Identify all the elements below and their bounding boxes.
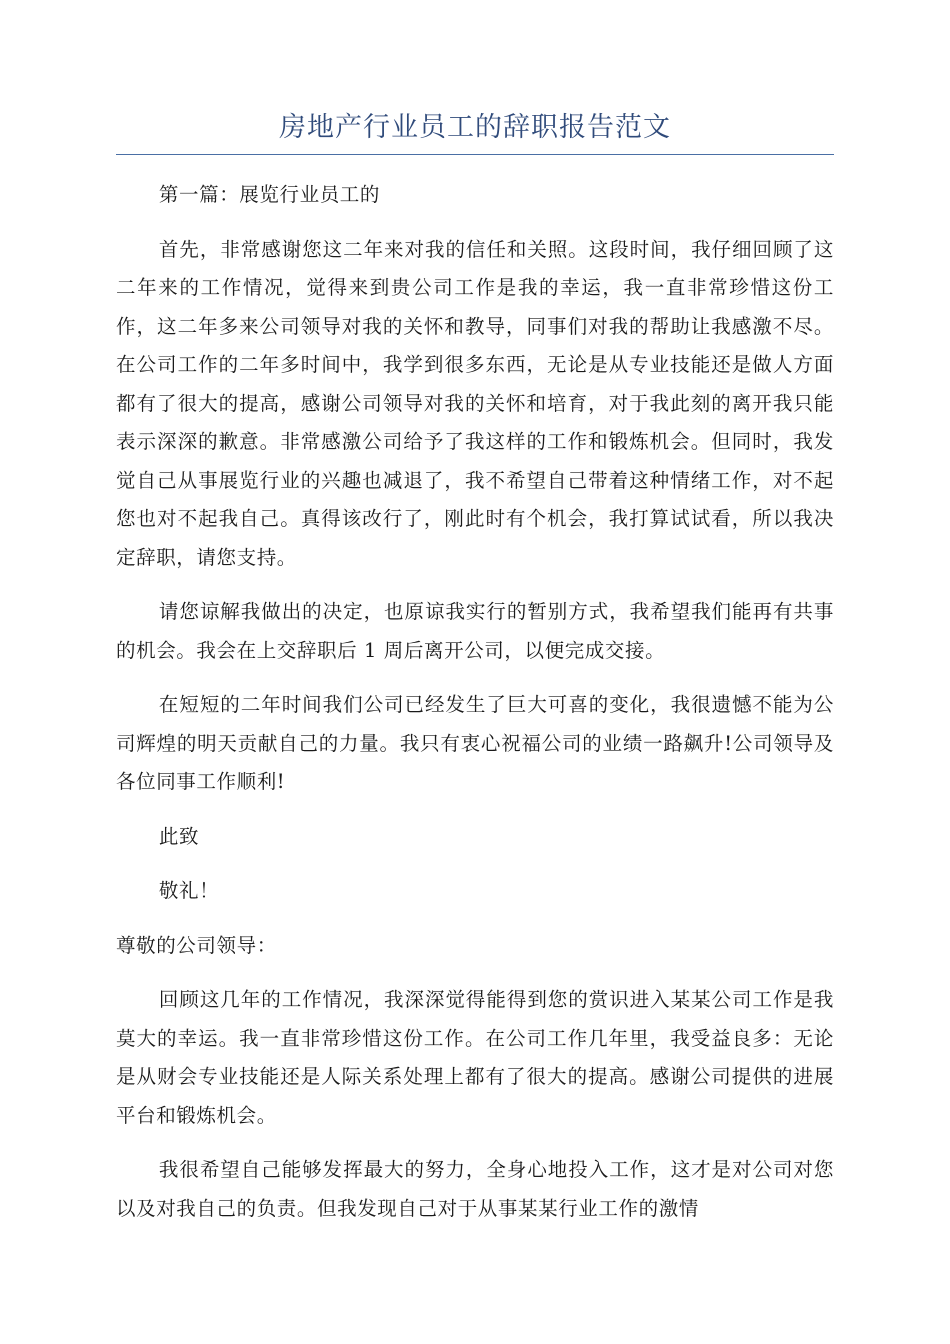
paragraph: 回顾这几年的工作情况，我深深觉得能得到您的赏识进入某某公司工作是我莫大的幸运。我一直非常珍惜这份工作。在公司工作几年里，我受益良多：无论是从财会专业技能还是人际关系处理上都有了很大的提高。感谢公司提供的进展平台和锻炼机会。 bbox=[116, 988, 834, 1127]
paragraph: 第一篇：展览行业员工的 bbox=[158, 183, 380, 206]
paragraph: 首先，非常感谢您这二年来对我的信任和关照。这段时间，我仔细回顾了这二年来的工作情况，觉得来到贵公司工作是我的幸运，我一直非常珍惜这份工作，这二年多来公司领导对我的关怀和教导，同事们对我的帮助让我感激不尽。在公司工作的二年多时间中，我学到很多东西，无论是从专业技能还是做人方面都有了很大的提高，感谢公司领导对我的关怀和培育，对于我此刻的离开我只能表示深深的歉意。非常感激公司给予了我这样的工作和锻炼机会。但同时，我发觉自己从事展览行业的兴趣也减退了，我不希望自己带着这种情绪工作，对不起您也对不起我自己。真得该改行了，刚此时有个机会，我打算试试看，所以我决定辞职，请您支持。 bbox=[116, 237, 834, 569]
paragraph: 我很希望自己能够发挥最大的努力，全身心地投入工作，这才是对公司对您以及对我自己的负责。但我发现自己对于从事某某行业工作的激情 bbox=[116, 1158, 834, 1220]
paragraph: 尊敬的公司领导： bbox=[116, 933, 277, 957]
document-body bbox=[116, 176, 834, 1244]
paragraph: 此致 bbox=[158, 824, 200, 848]
paragraph: 敬礼！ bbox=[158, 879, 220, 902]
paragraph: 在短短的二年时间我们公司已经发生了巨大可喜的变化，我很遗憾不能为公司辉煌的明天贡献自己的力量。我只有衷心祝福公司的业绩一路飙升!公司领导及各位同事工作顺利! bbox=[116, 693, 834, 793]
title-underline bbox=[116, 154, 834, 155]
paragraph: 请您谅解我做出的决定，也原谅我实行的暂别方式，我希望我们能再有共事的机会。我会在上交辞职后 1 周后离开公司，以便完成交接。 bbox=[116, 600, 834, 662]
document-title: 房地产行业员工的辞职报告范文 bbox=[279, 112, 671, 143]
